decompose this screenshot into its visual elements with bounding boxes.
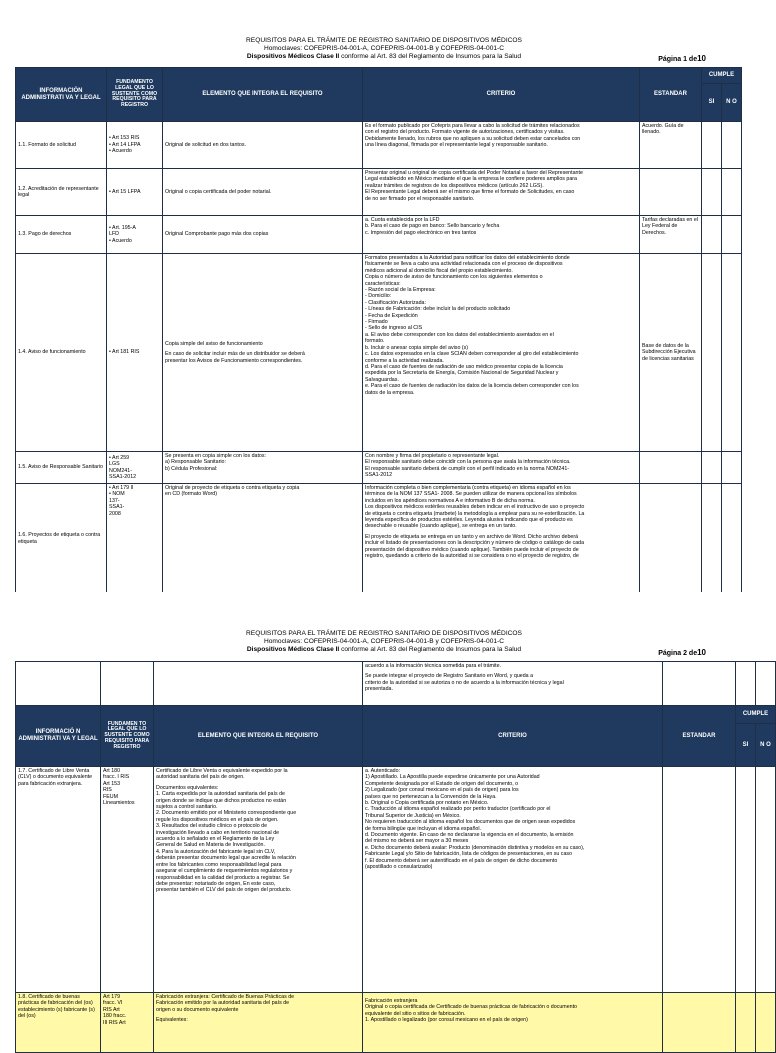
text-line: autoridad sanitaria del país de origen. xyxy=(156,774,245,781)
element-text: Original de solicitud en dos tantos. xyxy=(165,141,246,148)
cell-elemento xyxy=(154,993,363,1053)
requirements-table xyxy=(15,67,742,594)
cell-info xyxy=(16,993,101,1053)
text-line: El responsable sanitario debe coincidir con la persona que avala la información técnica. xyxy=(365,459,571,466)
requirements-table-2 xyxy=(15,661,776,1053)
text-line: Art 153 xyxy=(103,780,121,787)
text-line: acuerdo a la información técnica sometida para el trámite. xyxy=(365,663,502,669)
text-line: 137- xyxy=(109,497,120,504)
text-line: c. Traducción al idioma español realizado por perito traductor (certificado por el xyxy=(365,806,551,813)
text-line: b. Para el caso de pago en banco: Sello bancario y fecha xyxy=(365,223,500,230)
text-line: Fabricante Legal y/o Sitio de fabricación, lista de códigos de presentaciones, en su caso xyxy=(365,851,572,858)
cell-estandar xyxy=(663,767,736,993)
text-line: conforme a la actividad realizada. xyxy=(365,357,444,364)
cumple-no-checkbox[interactable] xyxy=(722,254,742,452)
table-row xyxy=(16,452,742,484)
text-line: Lineamientos xyxy=(103,800,135,807)
col-header-criterio: CRITERIO xyxy=(363,68,640,122)
text-line: criterio de la autoridad si se autoriza o no de acuerdo a la información técnica y legal xyxy=(365,679,564,686)
text-line: Fabricación extranjera: Certificado de Buenas Prácticas de xyxy=(156,994,295,1000)
cell-info xyxy=(16,122,107,169)
text-line: de etiqueta o contra etiqueta (marbete) la metodología a emplear para su re-esterilización. La xyxy=(365,510,585,517)
text-line: Legal establecido en México mediante el que la empresa le confiere poderes amplios para xyxy=(365,176,578,183)
text-line: Información completa o bien complementaria (contra etiqueta) en idioma español en los xyxy=(365,485,571,491)
text-line: características: xyxy=(365,280,401,287)
standard-text: Tarifas declaradas en el Ley Federal de Derechos. xyxy=(642,217,698,236)
cell-criterio xyxy=(363,169,640,216)
cell-estandar xyxy=(663,993,736,1053)
col-header-cumple: CUMPLE xyxy=(702,68,742,84)
text-line: deberán presentar documento legal que acredite la relación xyxy=(156,855,296,862)
col-header-fundamento: FUNDAMENTO LEGAL QUE LO SUSTENTE COMO REQUISITO PARA REGISTRO xyxy=(107,68,163,122)
text-line: presentada. xyxy=(365,686,393,693)
table-row xyxy=(16,993,776,1053)
cumple-si-checkbox[interactable] xyxy=(736,993,756,1053)
cumple-no-checkbox[interactable] xyxy=(722,169,742,216)
text-line: equivalente del sitio o sitios de fabricación. xyxy=(365,1010,466,1017)
text-line: términos de la NOM 137 SSA1- 2008. Se pueden utilizar de manera opcional los símbolos xyxy=(365,491,577,498)
cell-elemento xyxy=(163,254,363,452)
cell-estandar xyxy=(640,122,702,169)
element-text: Original o copia certificada del poder notarial. xyxy=(165,188,272,195)
text-line: e. Para el caso de fuentes de radiación los datos de la licencia deben corresponder con los xyxy=(365,383,579,390)
text-line: Los dispositivos médicos estériles reusables deben indicar en el instructivo de uso o proyecto xyxy=(365,504,585,511)
text-line: asegurar el cumplimiento de requerimientos regulatorios y xyxy=(156,868,293,875)
col-header-si: SI xyxy=(702,84,722,122)
cumple-no-checkbox[interactable] xyxy=(756,993,776,1053)
cell-info xyxy=(16,169,107,216)
text-line: 180 fracc. xyxy=(103,1013,127,1020)
text-line: - Firmado xyxy=(365,319,388,326)
text-line: Original de proyecto de etiqueta o contra etiqueta y copia xyxy=(165,485,300,491)
text-line: LGS xyxy=(109,461,120,468)
cell-criterio xyxy=(363,484,640,594)
text-line: 1. Apostillado o legalizado (por consul mexicano en el país de origen) xyxy=(365,1017,528,1024)
text-line: • Art. 195-A xyxy=(109,224,136,231)
text-line: fracc. I RIS xyxy=(103,774,130,781)
cumple-no-checkbox[interactable] xyxy=(722,452,742,484)
text-line: • Art 153 RIS xyxy=(109,135,140,142)
cell-info xyxy=(16,254,107,452)
text-line: Se puede integrar el proyecto de Registro Sanitario en Word, y queda a xyxy=(365,673,534,680)
text-line: en CD (formato Word) xyxy=(165,491,218,498)
cell-elemento xyxy=(163,216,363,254)
table-row xyxy=(16,767,776,993)
cell-elemento xyxy=(154,767,363,993)
text-line: General de Salud en Materia de Investigación. xyxy=(156,842,265,849)
text-line: a. Cuota establecida por la LFD xyxy=(365,217,440,223)
cumple-si-checkbox[interactable] xyxy=(736,767,756,993)
text-line: 2. Documento emitido por el Ministerio correspondiente que xyxy=(156,810,297,817)
text-line: • Art 259 xyxy=(109,454,130,461)
cumple-si-checkbox[interactable] xyxy=(702,452,722,484)
text-line: SSA1- xyxy=(109,504,125,511)
text-line: Original o copia certificada de Certificado de buenas prácticas de fabricación o documento xyxy=(365,1004,577,1011)
text-line: incluir el listado de presentaciones con la descripción y número de código o catálogo de cada xyxy=(365,540,585,547)
cell-fundamento xyxy=(101,993,154,1053)
text-line: El responsable sanitario deberá de cumplir con el perfil indicado en la norma NOM241- xyxy=(365,465,570,472)
requirement-name: 1.4. Aviso de funcionamiento xyxy=(18,349,86,356)
table-row xyxy=(16,122,742,169)
cell-criterio xyxy=(363,452,640,484)
text-line: datos de la empresa. xyxy=(365,389,415,396)
cell-estandar xyxy=(640,216,702,254)
col-header-elemento: ELEMENTO QUE INTEGRA EL REQUISITO xyxy=(163,68,363,122)
cell-criterio xyxy=(363,767,663,993)
document-header-2 xyxy=(0,630,768,654)
element-text: Original Comprobante pago más dos copias xyxy=(165,231,269,238)
cell-estandar xyxy=(640,484,702,594)
text-line: Salvaguardas. xyxy=(365,376,399,383)
requirement-name: 1.3. Pago de derechos xyxy=(18,231,72,238)
text-line: Tribunal Superior de Justicia) en México. xyxy=(365,812,461,819)
text-line: debe presentar: notariado de origen, En este caso, xyxy=(156,880,276,887)
text-line: a. Autenticado: xyxy=(365,768,401,774)
col-header-info-2: INFORMACIÓ N ADMINISTRATI VA Y LEGAL xyxy=(16,706,101,767)
text-line: 2008 xyxy=(109,510,121,517)
standard-text: Acuerdo. Guía de llenado. xyxy=(642,123,684,136)
requirement-name: 1.6. Proyectos de etiqueta o contra etiqueta xyxy=(18,532,101,545)
text-line: una línea diagonal, firmada por el representante legal y responsable sanitario. xyxy=(365,142,548,149)
text-line: expedida por la Secretaría de Energía, Comisión Nacional de Seguridad Nuclear y xyxy=(365,370,559,377)
text-line: - Líneas de Fabricación: debe incluir la del producto solicitado xyxy=(365,306,511,313)
cumple-no-checkbox[interactable] xyxy=(722,216,742,254)
header-title-2: REQUISITOS PARA EL TRÁMITE DE REGISTRO SANITARIO DE DISPOSITIVOS MÉDICOS xyxy=(246,630,522,637)
text-line: RIS xyxy=(103,787,112,794)
text-line: b. Original o Copia certificada por notario en México. xyxy=(365,800,489,807)
text-line: Se presenta en copia simple con los datos: xyxy=(165,453,266,459)
cumple-no-checkbox[interactable] xyxy=(722,122,742,169)
text-line: 1) Apostillado. La Apostilla puede expedirse únicamente por una Autoridad xyxy=(365,774,540,781)
cell-criterio xyxy=(363,216,640,254)
text-line: e. Dicho documento deberá avalar: Producto (denominación distintiva y modelos en su caso), xyxy=(365,844,585,851)
text-line: RIS Art xyxy=(103,1006,120,1013)
text-line: responsabilidad en la calidad del producto a registrar. Se xyxy=(156,874,290,881)
text-line: físicamente se lleva a cabo una actividad relacionada con el proceso de dispositivos xyxy=(365,261,563,268)
text-line: • Art 14 LFPA xyxy=(109,141,141,148)
text-line: incluidos en los apéndices normativos A e informativo B de dicha norma. xyxy=(365,497,535,504)
cumple-no-checkbox[interactable] xyxy=(756,767,776,993)
text-line: Presentar original u original de copia certificada del Poder Notarial a favor del Representante xyxy=(365,170,583,176)
table-row xyxy=(16,169,742,216)
text-line: • Art 15 LFPA xyxy=(109,188,141,195)
text-line: presentar también el CLV del país de origen del producto. xyxy=(156,887,292,894)
text-line: origen donde se indique que dichos productos no están xyxy=(156,797,287,804)
text-line: f. El documento deberá ser autentificado en el país de origen de dicho documento xyxy=(365,857,558,864)
header-homoclaves-2: Homoclaves: COFEPRIS-04-001-A, COFEPRIS-04-001-B y COFEPRIS-04-001-C xyxy=(263,638,504,645)
text-line: Fabricación emitido por la autoridad sanitaria del país de xyxy=(156,1000,290,1007)
text-line: FEUM xyxy=(103,793,119,800)
table-row xyxy=(16,216,742,254)
requirement-name: 1.7. Certificado de Libre Venta (CLV) o documento equivalente para fabricación extranjera. xyxy=(18,768,93,787)
cell-info xyxy=(16,484,107,594)
text-line: Fabricación extranjera xyxy=(365,998,418,1004)
text-line: presentación del dispositivo médico (cuando aplique). También puede incluir el proyecto de xyxy=(365,546,579,553)
text-line: - Domicilio: xyxy=(365,293,392,300)
cumple-no-checkbox[interactable] xyxy=(722,484,742,594)
text-line: No requieren traducción al idioma español los documentos que de origen sean expedidos xyxy=(365,819,576,826)
page-number: Página 1 de10 xyxy=(658,54,706,63)
cumple-si-checkbox[interactable] xyxy=(702,169,722,216)
col-header-cumple-2: CUMPLE xyxy=(736,706,776,724)
col-header-si-2: SI xyxy=(736,724,756,767)
text-line: leyenda específica de productos estériles. Leyenda alusiva indicando que el producto es xyxy=(365,517,573,524)
text-line: • Art 181 RIS xyxy=(109,349,140,356)
cell-fundamento xyxy=(101,767,154,993)
standard-text: Base de datos de la Subdirección Ejecutiva de licencias sanitarias xyxy=(642,342,696,362)
document-header xyxy=(0,37,768,61)
requirement-name: 1.8. Certificado de buenas prácticas de fabricación del (os) establecimiento (s) fabricante (s) del (os) xyxy=(18,994,95,1020)
text-line: sujetos a control sanitario. xyxy=(156,804,218,811)
text-line: Formatos presentados a la Autoridad para notificar los datos del establecimiento donde xyxy=(365,255,570,261)
text-line: b. Incluir o anexar copia simple del aviso (s) xyxy=(365,344,469,351)
header-homoclaves: Homoclaves: COFEPRIS-04-001-A, COFEPRIS-04-001-B y COFEPRIS-04-001-C xyxy=(263,45,504,52)
text-line: - Fecha de Expedición xyxy=(365,312,418,319)
col-header-criterio-2: CRITERIO xyxy=(363,706,663,767)
cell-estandar xyxy=(640,169,702,216)
text-line: d. Documento vigente. En caso de no declararse la vigencia en el documento, la emisión xyxy=(365,832,574,839)
col-header-elemento-2: ELEMENTO QUE INTEGRA EL REQUISITO xyxy=(154,706,363,767)
text-line: entre los fabricantes como responsabilidad legal para xyxy=(156,861,282,868)
text-line: países que no pertenezcan a la Convención de la Haya. xyxy=(365,793,497,800)
cell-info xyxy=(16,452,107,484)
cell-elemento xyxy=(163,122,363,169)
cumple-si-checkbox[interactable] xyxy=(702,216,722,254)
text-line: formato. xyxy=(365,338,385,345)
text-line: • Art 179 II xyxy=(109,485,134,491)
text-line: con el registro del producto. Formato vigente de autorizaciones, certificados y visitas. xyxy=(365,129,565,136)
cell-fundamento xyxy=(107,484,163,594)
text-line: d. Para el caso de fuentes de radiación de uso médico presentar copia de la licencia xyxy=(365,363,563,370)
col-header-no: N O xyxy=(722,84,742,122)
text-line: Certificado de Libre Venta o equivalente expedido por la xyxy=(156,768,288,774)
text-line: a. El aviso debe corresponder con los datos del establecimiento asentados en el xyxy=(365,331,554,338)
text-line: origen o su documento equivalente xyxy=(156,1006,239,1013)
text-line: 3. Resultados del estudio clínico o protocolo de xyxy=(156,823,268,830)
text-line: regule los dispositivos médicos en el país de origen. xyxy=(156,816,279,823)
cumple-si-checkbox[interactable] xyxy=(702,484,722,594)
text-line: c. Impresión del pago electrónico en tres tantos xyxy=(365,229,477,236)
text-line: III RIS Art xyxy=(103,1019,126,1026)
text-line: Art 180 xyxy=(103,768,121,774)
cell-fundamento xyxy=(107,452,163,484)
col-header-no-2: N O xyxy=(756,724,776,767)
text-line: • Acuerdo xyxy=(109,237,132,244)
cell-fundamento xyxy=(107,254,163,452)
text-line: b) Cédula Profesional: xyxy=(165,465,218,472)
text-line: Art 179 xyxy=(103,994,121,1000)
requirement-name: 1.1. Formato de solicitud xyxy=(18,141,76,148)
text-line: 1. Carta expedida por la autoridad sanitaria del país de xyxy=(156,791,285,798)
cell-elemento xyxy=(163,452,363,484)
text-line: El proyecto de etiqueta se entrega en un tanto y en archivo de Word. Dicho archivo deberá xyxy=(365,533,579,540)
cell-estandar xyxy=(640,254,702,452)
text-line: 4. Para la autorización del fabricante legal sin CLV, xyxy=(156,848,276,855)
text-line: presentar los Avisos de Funcionamiento correspondientes. xyxy=(165,357,303,364)
text-line: SSA1-2012 xyxy=(365,472,393,479)
header-subtitle-2: Dispositivos Médicos Clase II conforme al Art. 83 del Reglamento de Insumos para la Salud xyxy=(246,646,522,653)
text-line: • Acuerdo xyxy=(109,148,132,155)
text-line: de forma bilingüe que incluyan el idioma español. xyxy=(365,825,482,832)
page-number-2: Página 2 de10 xyxy=(658,648,706,657)
col-header-estandar-2: ESTANDAR xyxy=(663,706,736,767)
text-line: • NOM xyxy=(109,491,125,498)
document-page-2 xyxy=(0,626,771,1026)
text-line: desechable o reusable (cuando aplique), se entrega en un tanto. xyxy=(365,523,517,530)
text-line: SSA1-2012 xyxy=(109,473,137,480)
col-header-info: INFORMACIÓN ADMINISTRATI VA Y LEGAL xyxy=(16,68,107,122)
text-line: - Razón social de la Empresa: xyxy=(365,287,436,294)
col-header-fundamento-2: FUNDAMEN TO LEGAL QUE LO SUSTENTE COMO REQUISITO PARA REGISTRO xyxy=(101,706,154,767)
cell-fundamento xyxy=(107,169,163,216)
text-line: Copia o número de aviso de funcionamiento con los siguientes elementos o xyxy=(365,274,543,281)
text-line: - Clasificación Autorizada: xyxy=(365,299,426,306)
text-line: a) Responsable Sanitario: xyxy=(165,459,226,466)
text-line: LFD xyxy=(109,231,120,238)
text-line: Competente designada por el Estado de origen del documento, o xyxy=(365,780,519,787)
text-line: NOM241- xyxy=(109,467,132,474)
header-title: REQUISITOS PARA EL TRÁMITE DE REGISTRO SANITARIO DE DISPOSITIVOS MÉDICOS xyxy=(246,37,522,44)
text-line: Copia simple del aviso de funcionamiento xyxy=(165,340,263,347)
text-line: 2) Legalizado (por consul mexicano en el país de origen) para los xyxy=(365,787,519,794)
text-line: Con nombre y firma del propietario o representante legal. xyxy=(365,453,500,459)
carryover-criterio xyxy=(363,662,663,706)
cumple-si-checkbox[interactable] xyxy=(702,254,722,452)
text-line: registro, quedando a criterio de la autoridad si se considera o no el proyecto de registro, de xyxy=(365,553,579,560)
text-line: Es el formato publicado por Cofepris para llevar a cabo la solicitud de trámites relacionados xyxy=(365,123,580,129)
cell-fundamento xyxy=(107,122,163,169)
text-line: del mismo no deberá ser mayor a 30 meses xyxy=(365,838,469,845)
text-line: Documentos equivalentes: xyxy=(156,784,219,791)
text-line: de no ser firmado por el responsable sanitario. xyxy=(365,195,475,202)
col-header-estandar: ESTANDAR xyxy=(640,68,702,122)
table-row xyxy=(16,484,742,594)
text-line: El Representante Legal deberá ser el mismo que firme el formato de Solicitudes, en caso xyxy=(365,189,575,196)
cell-info xyxy=(16,216,107,254)
requirement-name: 1.5. Aviso de Responsable Sanitario xyxy=(18,464,104,471)
text-line: médicos adicional al domicilio fiscal del propio establecimiento. xyxy=(365,267,513,274)
cell-elemento xyxy=(163,484,363,594)
table-row xyxy=(16,254,742,452)
cell-criterio xyxy=(363,254,640,452)
text-line: c. Los datos expresados en la clave SCIAN deben corresponder al giro del establecimiento xyxy=(365,351,579,358)
text-line: En caso de solicitar incluir más de un distribuidor se deberá xyxy=(165,351,305,358)
text-line: fracc. VI xyxy=(103,1000,123,1007)
text-line: Equivalentes: xyxy=(156,1017,188,1024)
cell-estandar xyxy=(640,452,702,484)
cell-info xyxy=(16,767,101,993)
cell-criterio xyxy=(363,122,640,169)
text-line: acuerdo a lo señalado en el Reglamento de la Ley xyxy=(156,836,275,843)
text-line: Debidamente llenado, los rubros que no apliquen a su solicitud deben estar cancelados con xyxy=(365,135,581,142)
text-line: investigación llevado a cabo en territorio nacional de xyxy=(156,829,280,836)
cell-fundamento xyxy=(107,216,163,254)
text-line: realizar trámites de registros de los dispositivos médicos (artículo 262 LGS). xyxy=(365,182,544,189)
text-line: (apostillado o consularizado) xyxy=(365,864,433,871)
cell-criterio xyxy=(363,993,663,1053)
cumple-si-checkbox[interactable] xyxy=(702,122,722,169)
requirement-name: 1.2. Acreditación de representante legal xyxy=(18,185,99,198)
text-line: - Sello de ingreso al CIS xyxy=(365,325,423,332)
cell-elemento xyxy=(163,169,363,216)
header-subtitle: Dispositivos Médicos Clase II conforme al Art. 83 del Reglamento de Insumos para la Salud xyxy=(246,53,522,60)
